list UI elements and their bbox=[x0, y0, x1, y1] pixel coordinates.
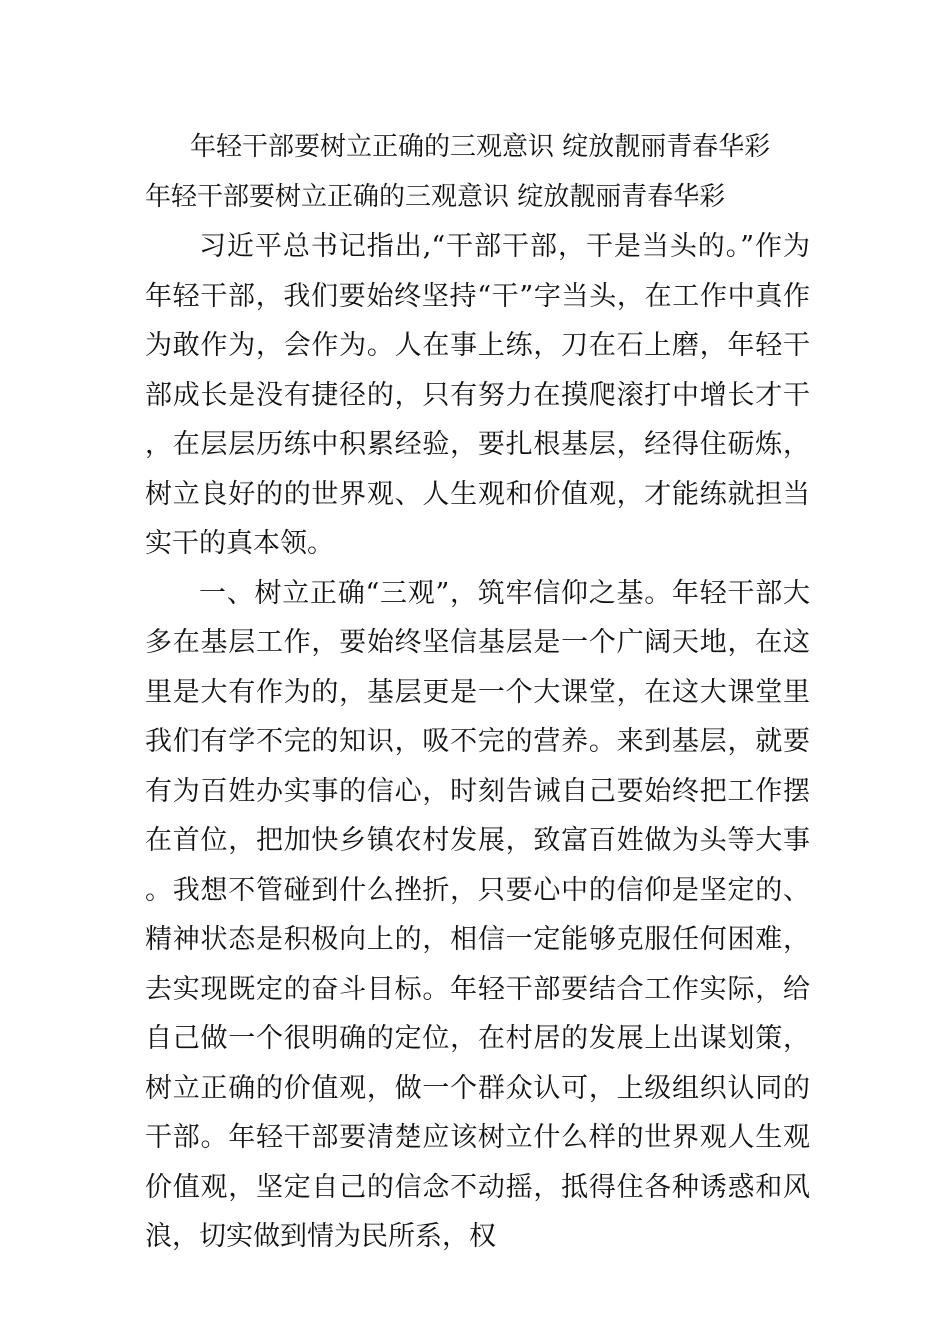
paragraph-section-one: 一、树立正确“三观”，筑牢信仰之基。年轻干部大多在基层工作，要始终坚信基层是一个广阔天地，在这里是大有作为的，基层更是一个大课堂，在这大课堂里我们有学不完的知识，吸不完的营养。来到基层，就要有为百姓办实事的信心，时刻告诫自己要始终把工作摆在首位，把加快乡镇农村发展，致富百姓做为头等大事。我想不管碰到什么挫折，只要心中的信仰是坚定的、精神状态是积极向上的，相信一定能够克服任何困难，去实现既定的奋斗目标。年轻干部要结合工作实际，给自己做一个很明确的定位，在村居的发展上出谋划策，树立正确的价值观，做一个群众认可，上级组织认同的干部。年轻干部要清楚应该树立什么样的世界观人生观价值观，坚定自己的信念不动摇，抵得住各种诱惑和风浪，切实做到情为民所系，权 bbox=[145, 577, 810, 1252]
document-body bbox=[145, 122, 810, 1262]
document-title: 年轻干部要树立正确的三观意识 绽放靓丽青春华彩 bbox=[190, 132, 771, 162]
paragraph-intro: 习近平总书记指出,“干部干部，干是当头的。”作为年轻干部，我们要始终坚持“干”字当头，在工作中真作为敢作为，会作为。人在事上练，刀在石上磨，年轻干部成长是没有捷径的，只有努力在摸爬滚打中增长才干，在层层历练中积累经验，要扎根基层，经得住砺炼，树立良好的的世界观、人生观和价值观，才能练就担当实干的真本领。 bbox=[145, 231, 810, 559]
document-subtitle: 年轻干部要树立正确的三观意识 绽放靓丽青春华彩 bbox=[145, 182, 726, 212]
